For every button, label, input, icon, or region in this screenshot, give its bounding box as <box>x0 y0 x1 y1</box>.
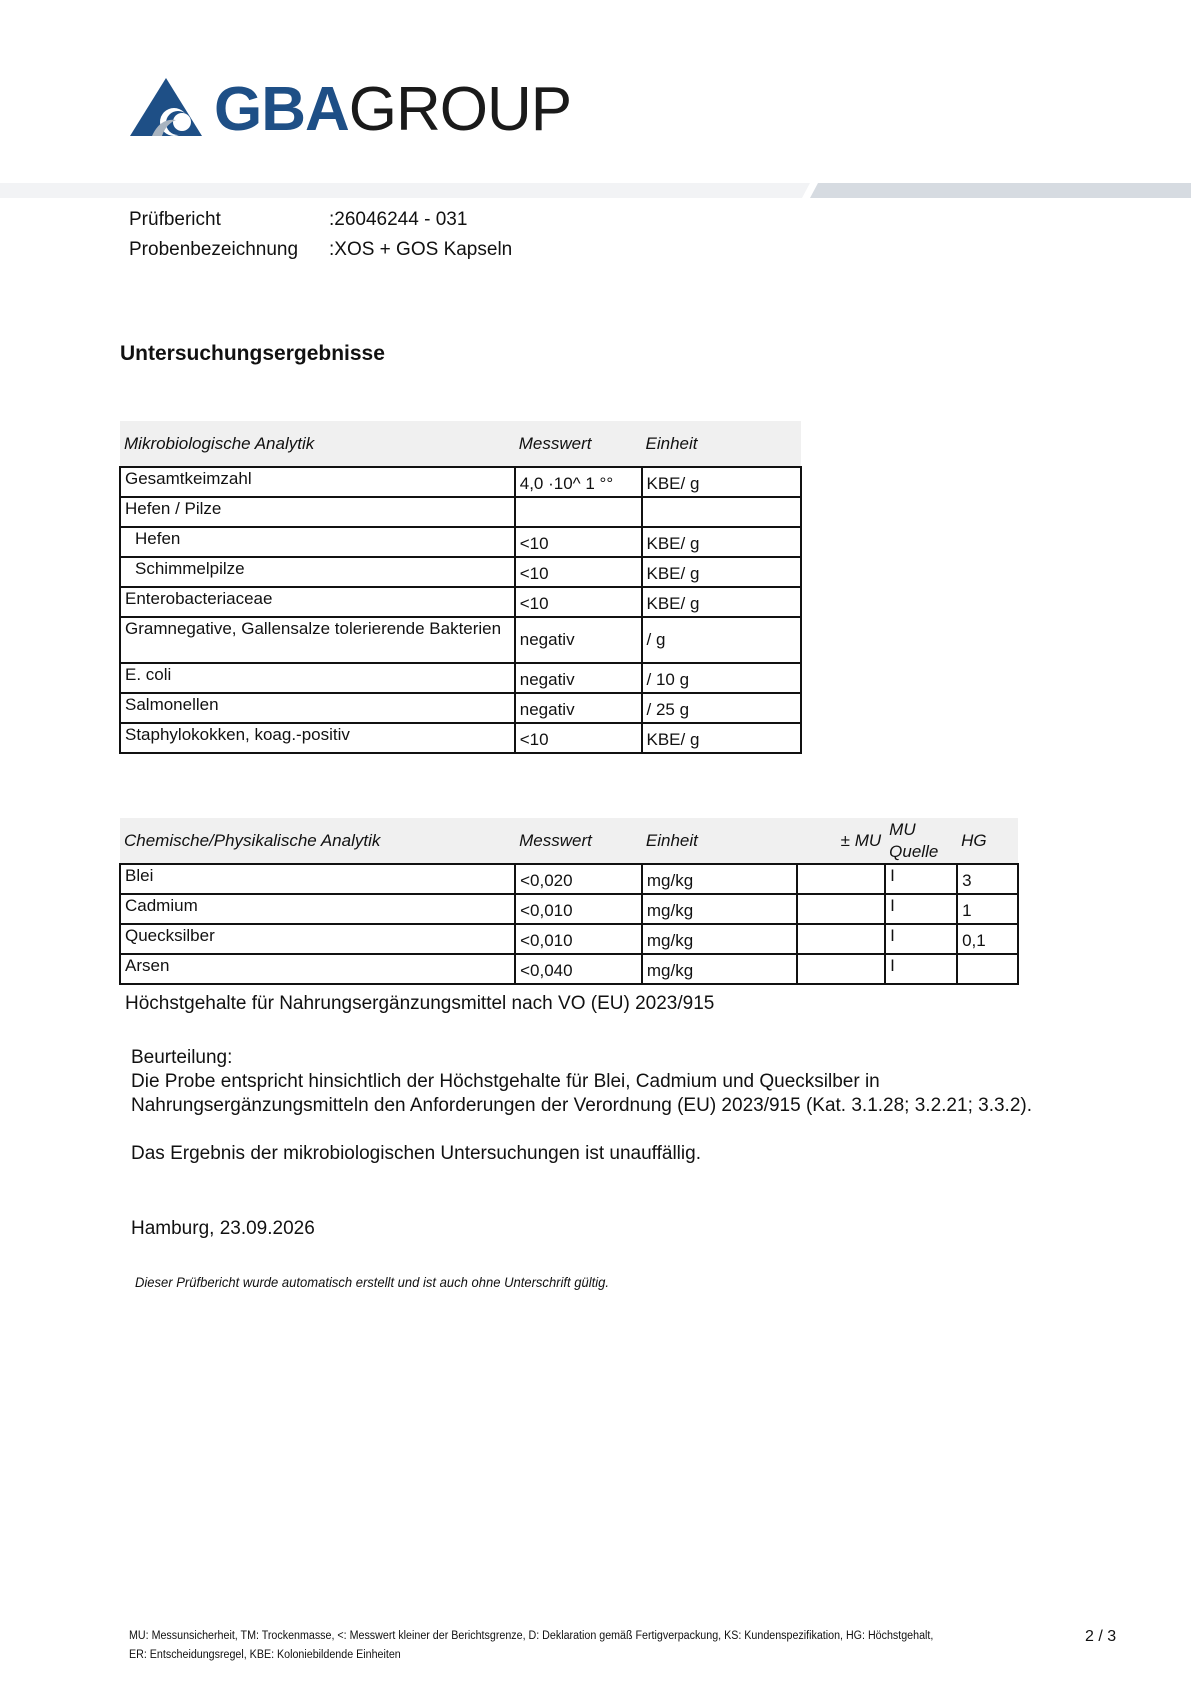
analyte-value: <0,040 <box>515 954 642 984</box>
report-label: Prüfbericht <box>129 209 221 230</box>
analyte-unit: mg/kg <box>642 924 798 954</box>
disclaimer: Dieser Prüfbericht wurde automatisch erstellt und ist auch ohne Unterschrift gültig. <box>135 1274 610 1290</box>
analyte-name: Gramnegative, Gallensalze tolerierende Bakterien <box>120 617 515 663</box>
analyte-unit: KBE/ g <box>642 587 802 617</box>
analyte-hg: 0,1 <box>957 924 1018 954</box>
table-row <box>120 954 1018 984</box>
sample-label: Probenbezeichnung <box>129 239 299 260</box>
table-row <box>120 587 801 617</box>
table-row <box>120 467 801 497</box>
col-header-value: Messwert <box>515 421 642 467</box>
analyte-value: <0,010 <box>515 924 642 954</box>
analyte-value: <0,020 <box>515 864 642 894</box>
sample-name: :XOS + GOS Kapseln <box>329 239 513 260</box>
analyte-name: Quecksilber <box>120 924 515 954</box>
assessment-heading: Beurteilung: <box>131 1047 233 1068</box>
analyte-value: <10 <box>515 587 642 617</box>
analyte-hg: 1 <box>957 894 1018 924</box>
analyte-unit: KBE/ g <box>642 557 802 587</box>
assessment-summary: Das Ergebnis der mikrobiologischen Untersuchungen ist unauffällig. <box>131 1143 701 1164</box>
table-header-row <box>120 818 1018 864</box>
report-number: :26046244 - 031 <box>329 209 468 230</box>
analyte-hg: 3 <box>957 864 1018 894</box>
col-header-unit: Einheit <box>642 818 798 864</box>
analyte-value: negativ <box>515 663 642 693</box>
analyte-value <box>515 497 642 527</box>
logo-light-text: GROUP <box>348 75 572 144</box>
table-row <box>120 894 1018 924</box>
analyte-hg <box>957 954 1018 984</box>
table-row <box>120 497 801 527</box>
analyte-value: <0,010 <box>515 894 642 924</box>
col-header-value: Messwert <box>515 818 642 864</box>
analyte-unit: / 25 g <box>642 693 802 723</box>
analyte-mu <box>797 954 885 984</box>
analyte-name: Blei <box>120 864 515 894</box>
analyte-mu-source: I <box>885 954 957 984</box>
col-header-mu-source: MU Quelle <box>885 818 957 864</box>
analyte-value: negativ <box>515 693 642 723</box>
analyte-value: <10 <box>515 527 642 557</box>
analyte-name: Hefen <box>120 527 515 557</box>
analyte-unit: KBE/ g <box>642 467 802 497</box>
analyte-name: Arsen <box>120 954 515 984</box>
analyte-mu <box>797 894 885 924</box>
table-row <box>120 723 801 753</box>
col-header-unit: Einheit <box>642 421 802 467</box>
table-row <box>120 617 801 663</box>
analyte-unit <box>642 497 802 527</box>
table-header-row <box>120 421 801 467</box>
analyte-mu-source: I <box>885 864 957 894</box>
analyte-unit: mg/kg <box>642 864 798 894</box>
analyte-unit: / g <box>642 617 802 663</box>
col-header-analysis: Mikrobiologische Analytik <box>120 421 515 467</box>
logo-wordmark <box>214 72 571 148</box>
assessment <box>131 1046 1091 1166</box>
analyte-name: Hefen / Pilze <box>120 497 515 527</box>
analyte-name: Cadmium <box>120 894 515 924</box>
analyte-mu-source: I <box>885 894 957 924</box>
analyte-mu <box>797 924 885 954</box>
analyte-mu-source: I <box>885 924 957 954</box>
table-row <box>120 557 801 587</box>
triangle-logo-icon <box>130 78 204 138</box>
table-row <box>120 864 1018 894</box>
analyte-name: Gesamtkeimzahl <box>120 467 515 497</box>
company-logo <box>130 75 572 144</box>
footer-legend: MU: Messunsicherheit, TM: Trockenmasse, <: Messwert kleiner der Berichtsgrenze, D: Deklaration gemäß Fertigverpackung, KS: Kundenspezifikation, HG: Höchstgehalt, ER: Entscheidungsregel, KBE: Koloniebildende Einheiten <box>129 1630 934 1661</box>
assessment-text: Die Probe entspricht hinsichtlich der Höchstgehalte für Blei, Cadmium und Quecksilber in Nahrungsergänzungsmitteln den Anforderungen der Verordnung (EU) 2023/915 (Kat. 3.1.28; 3.2.21; 3.3.2). <box>131 1071 1032 1116</box>
table-row <box>120 693 801 723</box>
analyte-name: Staphylokokken, koag.-positiv <box>120 723 515 753</box>
microbiology-table <box>119 421 802 754</box>
table-row <box>120 663 801 693</box>
page-number: 2 / 3 <box>1085 1628 1117 1645</box>
analyte-name: Salmonellen <box>120 693 515 723</box>
col-header-mu: ± MU <box>797 818 885 864</box>
analyte-unit: KBE/ g <box>642 527 802 557</box>
analyte-unit: / 10 g <box>642 663 802 693</box>
place-date: Hamburg, 23.09.2026 <box>131 1218 315 1239</box>
chemistry-table <box>119 818 1019 985</box>
col-header-hg: HG <box>957 818 1018 864</box>
logo-bold-text: GBA <box>214 75 349 144</box>
analyte-mu <box>797 864 885 894</box>
analyte-unit: KBE/ g <box>642 723 802 753</box>
limits-note: Höchstgehalte für Nahrungsergänzungsmittel nach VO (EU) 2023/915 <box>125 993 715 1014</box>
table-row <box>120 527 801 557</box>
analyte-name: Enterobacteriaceae <box>120 587 515 617</box>
analyte-name: Schimmelpilze <box>120 557 515 587</box>
analyte-unit: mg/kg <box>642 894 798 924</box>
section-title: Untersuchungsergebnisse <box>120 342 385 365</box>
analyte-value: negativ <box>515 617 642 663</box>
header-band <box>0 183 1191 198</box>
analyte-value: <10 <box>515 723 642 753</box>
col-header-analysis: Chemische/Physikalische Analytik <box>120 818 515 864</box>
analyte-value: <10 <box>515 557 642 587</box>
analyte-value: 4,0 ·10^ 1 °° <box>515 467 642 497</box>
analyte-name: E. coli <box>120 663 515 693</box>
analyte-unit: mg/kg <box>642 954 798 984</box>
table-row <box>120 924 1018 954</box>
